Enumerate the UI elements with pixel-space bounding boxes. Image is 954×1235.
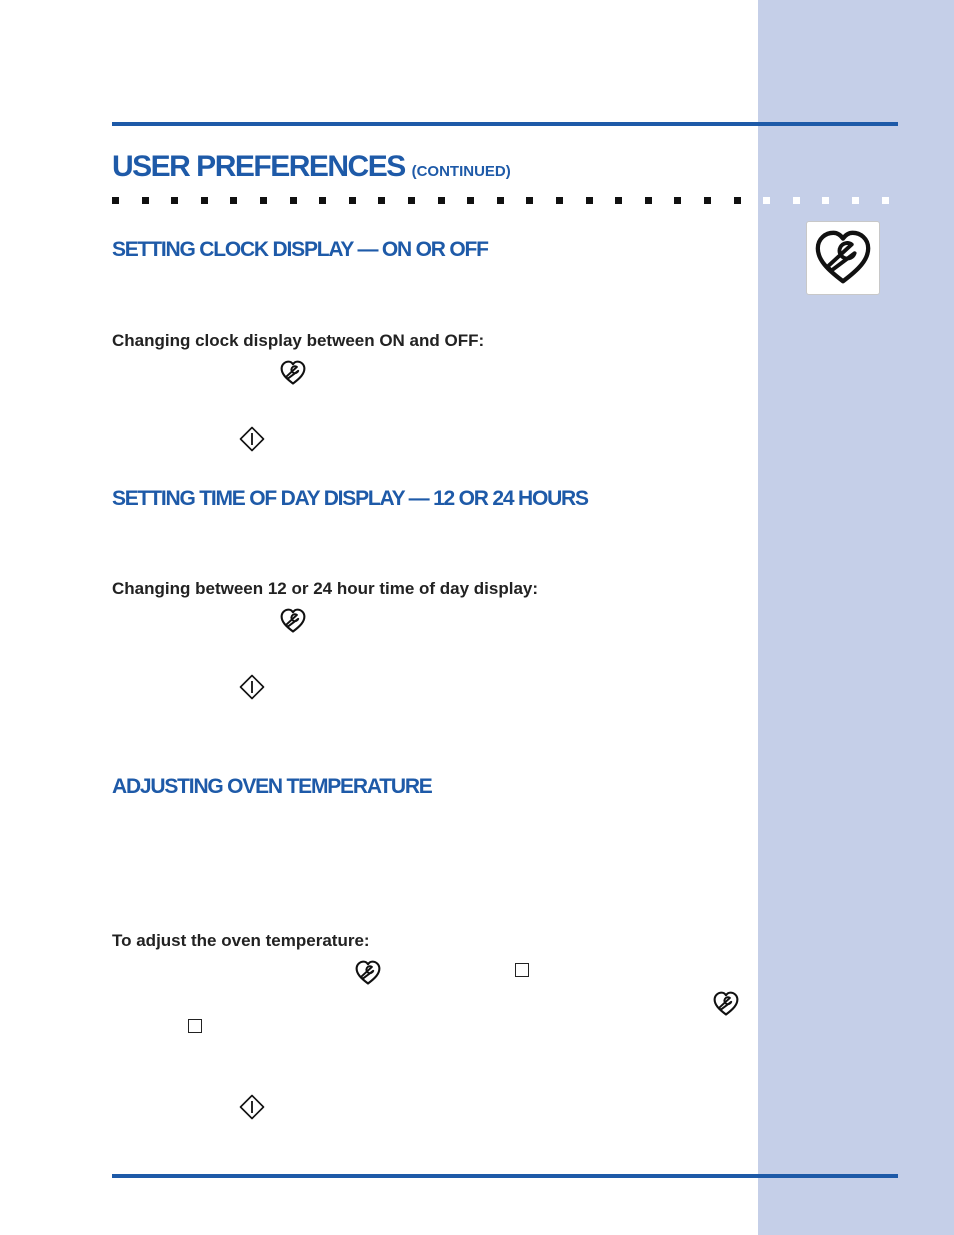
square-key-icon bbox=[188, 1019, 202, 1033]
divider-dot bbox=[230, 197, 237, 204]
divider-dot bbox=[526, 197, 533, 204]
page-title-text: USER PREFERENCES bbox=[112, 150, 405, 183]
sidebar-band bbox=[758, 0, 954, 1235]
divider-dot bbox=[378, 197, 385, 204]
divider-dot bbox=[290, 197, 297, 204]
divider-dot bbox=[763, 197, 770, 204]
instruction-label-time-display: Changing between 12 or 24 hour time of day display: bbox=[112, 579, 539, 598]
divider-dot bbox=[852, 197, 859, 204]
divider-dot bbox=[704, 197, 711, 204]
divider-dot bbox=[467, 197, 474, 204]
divider-dot bbox=[319, 197, 326, 204]
divider-dot bbox=[734, 197, 741, 204]
divider-dot bbox=[201, 197, 208, 204]
start-diamond-icon bbox=[239, 674, 265, 700]
wrench-heart-icon bbox=[278, 359, 308, 387]
divider-dot bbox=[674, 197, 681, 204]
instruction-label-clock-display: Changing clock display between ON and OFF: bbox=[112, 331, 485, 350]
divider-dot bbox=[645, 197, 652, 204]
section-heading-clock-display: SETTING CLOCK DISPLAY — ON OR OFF bbox=[112, 238, 488, 261]
divider-dot bbox=[793, 197, 800, 204]
divider-dot bbox=[615, 197, 622, 204]
wrench-heart-icon bbox=[278, 607, 308, 635]
top-rule bbox=[112, 122, 898, 126]
wrench-heart-icon bbox=[353, 959, 383, 987]
divider-dot bbox=[822, 197, 829, 204]
divider-dot bbox=[497, 197, 504, 204]
divider-dot bbox=[260, 197, 267, 204]
divider-dot bbox=[586, 197, 593, 204]
start-diamond-icon bbox=[239, 1094, 265, 1120]
user-preferences-tab bbox=[806, 221, 880, 295]
divider-dot bbox=[171, 197, 178, 204]
bottom-rule bbox=[112, 1174, 898, 1178]
divider-dot bbox=[438, 197, 445, 204]
instruction-label-oven-temperature: To adjust the oven temperature: bbox=[112, 931, 370, 950]
section-heading-oven-temperature: ADJUSTING OVEN TEMPERATURE bbox=[112, 775, 432, 798]
divider-dot bbox=[408, 197, 415, 204]
wrench-heart-icon bbox=[812, 227, 874, 289]
divider-dot bbox=[112, 197, 119, 204]
divider-dot bbox=[142, 197, 149, 204]
page-title bbox=[112, 150, 511, 184]
divider-dot bbox=[882, 197, 889, 204]
divider-dot bbox=[349, 197, 356, 204]
dotted-divider bbox=[112, 197, 898, 205]
wrench-heart-icon bbox=[711, 990, 741, 1018]
start-diamond-icon bbox=[239, 426, 265, 452]
continued-label: (CONTINUED) bbox=[411, 163, 511, 180]
square-key-icon bbox=[515, 963, 529, 977]
divider-dot bbox=[556, 197, 563, 204]
section-heading-time-display: SETTING TIME OF DAY DISPLAY — 12 OR 24 HOURS bbox=[112, 487, 588, 510]
